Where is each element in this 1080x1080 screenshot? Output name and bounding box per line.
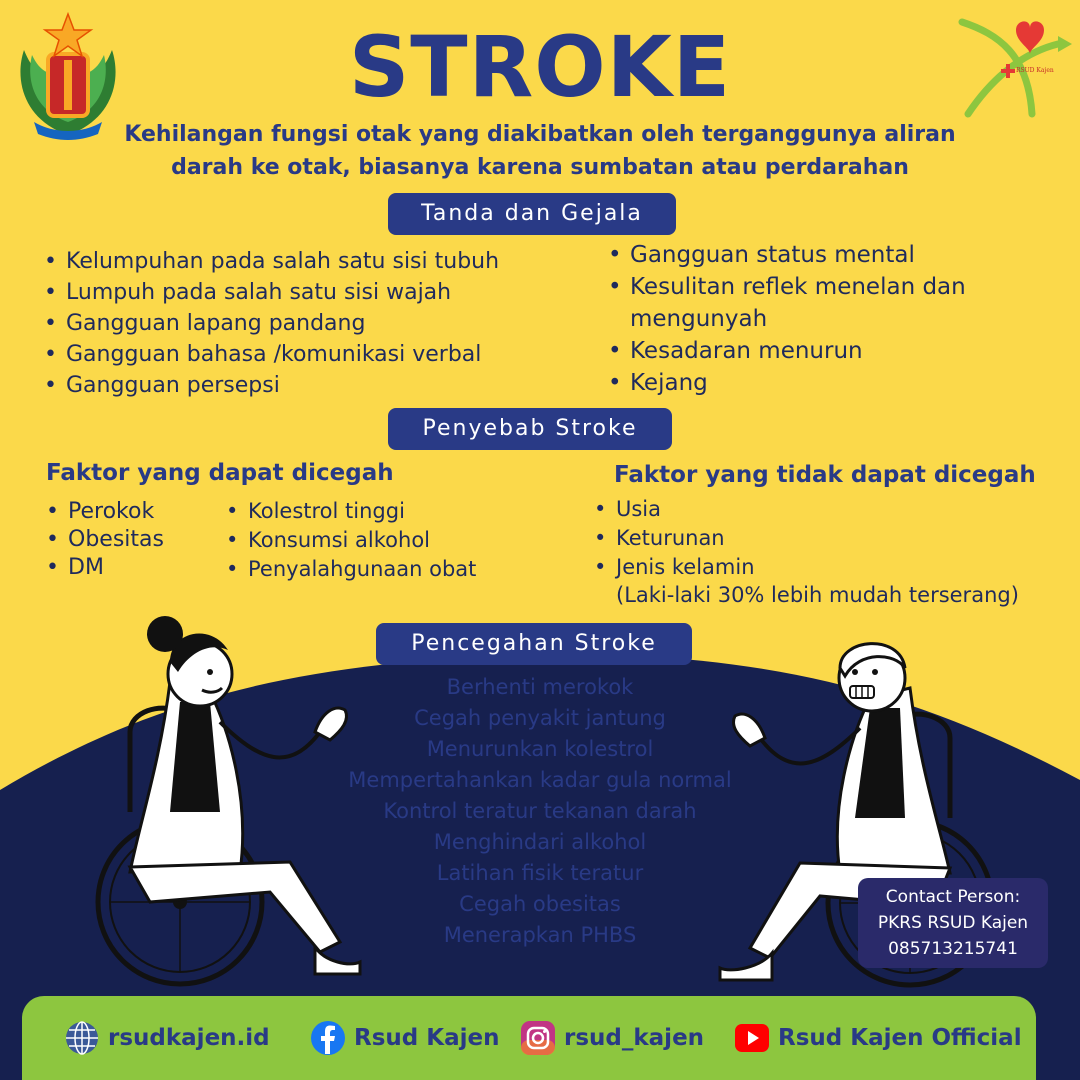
instagram-label: rsud_kajen (564, 1025, 705, 1051)
list-item: • Kesulitan reflek menelan dan mengunyah (608, 271, 988, 335)
prevention-list (300, 672, 780, 951)
youtube-icon (734, 1020, 770, 1056)
list-item: Cegah penyakit jantung (414, 706, 666, 730)
list-item: • Kesadaran menurun (608, 335, 1028, 367)
list-item: • Gangguan persepsi (44, 370, 564, 401)
youtube-link[interactable] (734, 1018, 1022, 1058)
gender-note: (Laki-laki 30% lebih mudah terserang) (616, 583, 1019, 607)
preventable-col2-list (226, 497, 526, 584)
facebook-label: Rsud Kajen (354, 1025, 500, 1051)
list-item: • Usia (594, 495, 1034, 524)
list-item: Mempertahankan kadar gula normal (348, 768, 732, 792)
website-label: rsudkajen.id (108, 1025, 270, 1051)
contact-name: PKRS RSUD Kajen (877, 913, 1029, 933)
globe-icon (64, 1020, 100, 1056)
non-preventable-factors-title: Faktor yang tidak dapat dicegah (614, 462, 1036, 488)
preventable-factors-title: Faktor yang dapat dicegah (46, 460, 394, 486)
instagram-link[interactable] (520, 1018, 704, 1058)
list-item: • Kelumpuhan pada salah satu sisi tubuh (44, 246, 564, 277)
list-item: • Perokok (46, 498, 226, 526)
svg-text:RSUD Kajen: RSUD Kajen (1016, 67, 1054, 74)
list-item: • Gangguan bahasa /komunikasi verbal (44, 339, 564, 370)
list-item: • Konsumsi alkohol (226, 526, 526, 555)
list-item: Latihan fisik teratur (436, 861, 644, 885)
contact-box (858, 878, 1048, 968)
list-item: • Keturunan (594, 524, 1034, 553)
list-item: • Kolestrol tinggi (226, 497, 526, 526)
signs-heading: Tanda dan Gejala (388, 193, 676, 235)
list-item: • Kejang (608, 367, 1028, 399)
list-item: Cegah obesitas (459, 892, 621, 916)
preventable-col1-list (46, 498, 226, 582)
list-item: • Penyalahgunaan obat (226, 555, 526, 584)
signs-right-list (608, 239, 1028, 399)
list-item: Menurunkan kolestrol (426, 737, 654, 761)
signs-left-list (44, 246, 564, 401)
youtube-label: Rsud Kajen Official (778, 1025, 1022, 1051)
causes-heading: Penyebab Stroke (388, 408, 672, 450)
instagram-icon (520, 1020, 556, 1056)
list-item: • Gangguan lapang pandang (44, 308, 564, 339)
page-title: STROKE (348, 18, 732, 116)
facebook-icon (310, 1020, 346, 1056)
list-item: Kontrol teratur tekanan darah (383, 799, 697, 823)
list-item: • DM (46, 554, 226, 582)
list-item: Menerapkan PHBS (443, 923, 637, 947)
list-item: Berhenti merokok (446, 675, 634, 699)
website-link[interactable] (64, 1018, 270, 1058)
stroke-definition: Kehilangan fungsi otak yang diakibatkan oleh terganggunya aliran darah ke otak, biasanya karena sumbatan atau perdarahan (124, 122, 956, 180)
contact-label: Contact Person: (885, 887, 1021, 907)
list-item: • Lumpuh pada salah satu sisi wajah (44, 277, 564, 308)
facebook-link[interactable] (310, 1018, 499, 1058)
contact-phone[interactable]: 085713215741 (888, 939, 1018, 959)
list-item: Menghindari alkohol (433, 830, 647, 854)
prevention-heading: Pencegahan Stroke (376, 623, 692, 665)
non-preventable-list (594, 495, 1034, 582)
list-item: • Obesitas (46, 526, 226, 554)
list-item: • Jenis kelamin (594, 553, 1034, 582)
list-item: • Gangguan status mental (608, 239, 1028, 271)
